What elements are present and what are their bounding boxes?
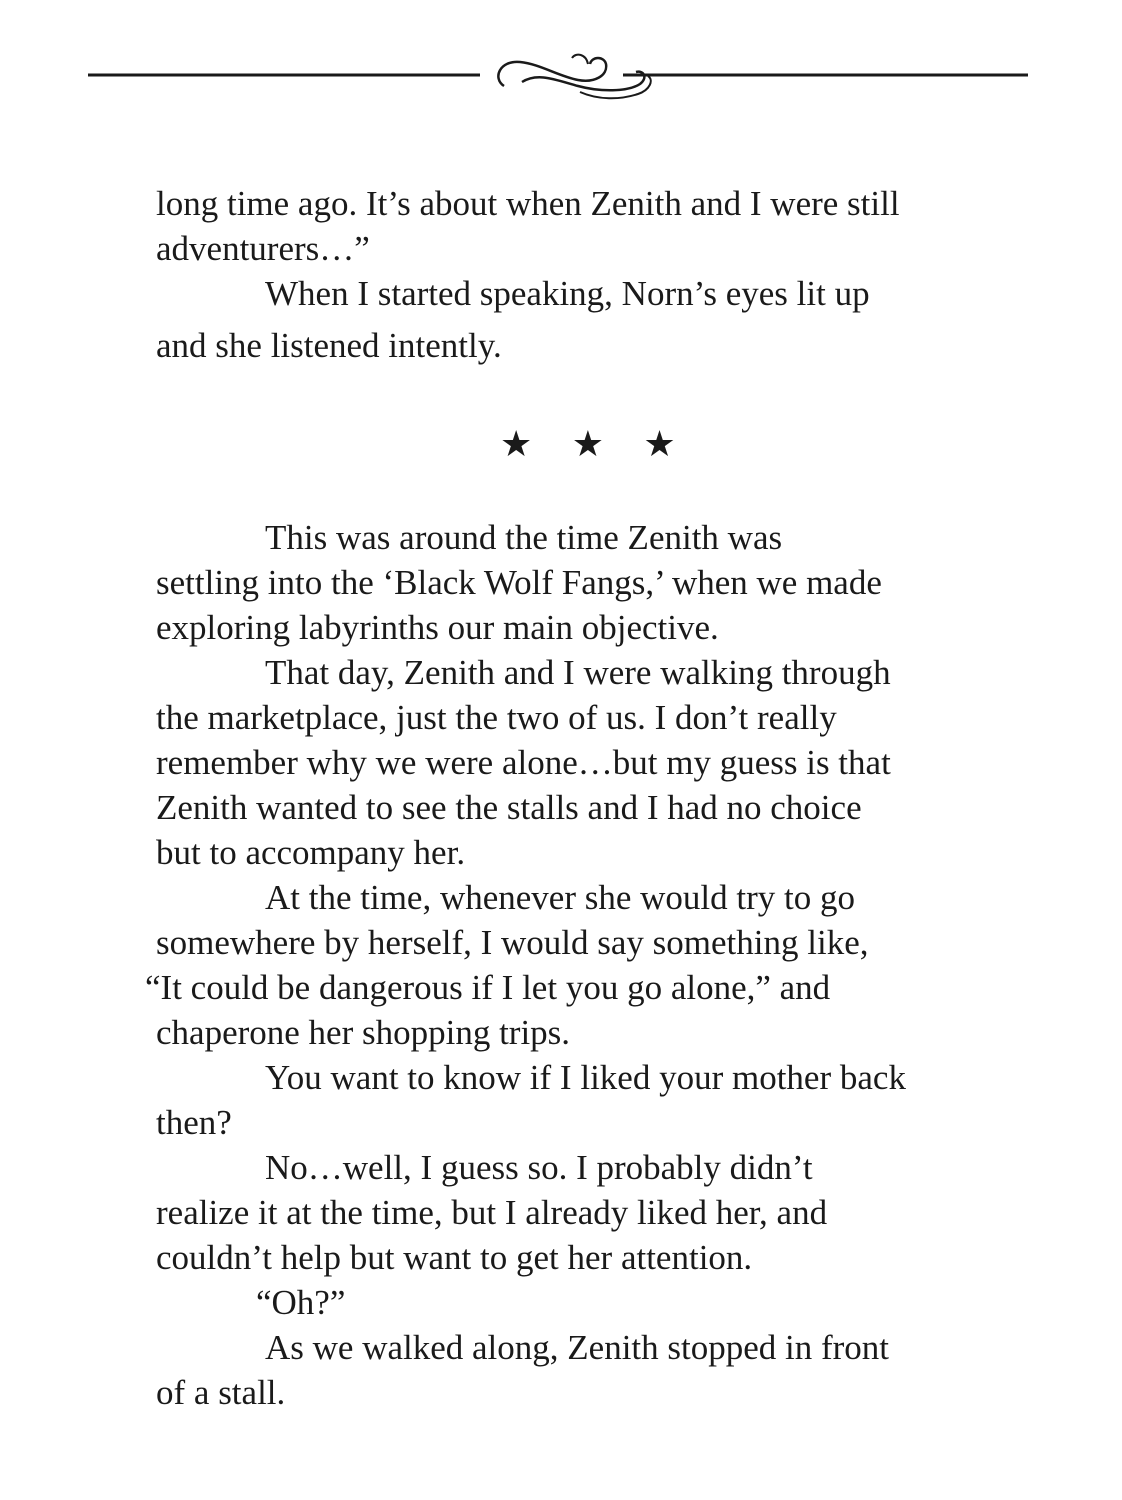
text-line: “Oh?” <box>256 1283 346 1322</box>
text-line: No…well, I guess so. I probably didn’t <box>265 1148 813 1187</box>
text-line: then? <box>156 1103 232 1142</box>
flourish-divider-icon <box>88 50 1028 106</box>
text-line: “It could be dangerous if I let you go alone,” and <box>145 968 831 1007</box>
text-line: exploring labyrinths our main objective. <box>156 608 719 647</box>
text-line: adventurers…” <box>156 229 370 268</box>
text-line: realize it at the time, but I already liked her, and <box>156 1193 828 1232</box>
text-line: and she listened intently. <box>156 326 502 365</box>
text-line: somewhere by herself, I would say something like, <box>156 923 869 962</box>
text-line: As we walked along, Zenith stopped in front <box>265 1328 890 1367</box>
text-line: chaperone her shopping trips. <box>156 1013 571 1052</box>
text-block-top <box>156 181 956 368</box>
text-line: the marketplace, just the two of us. I don’t really <box>156 698 837 737</box>
text-line: couldn’t help but want to get her attention. <box>156 1238 753 1277</box>
text-line: but to accompany her. <box>156 833 466 872</box>
text-line: This was around the time Zenith was <box>265 518 783 557</box>
text-line: You want to know if I liked your mother back <box>265 1058 906 1097</box>
text-line: settling into the ‘Black Wolf Fangs,’ when we made <box>156 563 882 602</box>
text-block-main <box>145 515 956 1415</box>
text-line: At the time, whenever she would try to go <box>265 878 856 917</box>
text-line: That day, Zenith and I were walking through <box>265 653 891 692</box>
text-line: When I started speaking, Norn’s eyes lit up <box>265 274 870 313</box>
section-break: ★ ★ ★ <box>500 424 690 465</box>
text-line: long time ago. It’s about when Zenith and I were still <box>156 184 900 223</box>
text-line: of a stall. <box>156 1373 286 1412</box>
text-line: Zenith wanted to see the stalls and I had no choice <box>156 788 862 827</box>
text-line: remember why we were alone…but my guess is that <box>156 743 891 782</box>
